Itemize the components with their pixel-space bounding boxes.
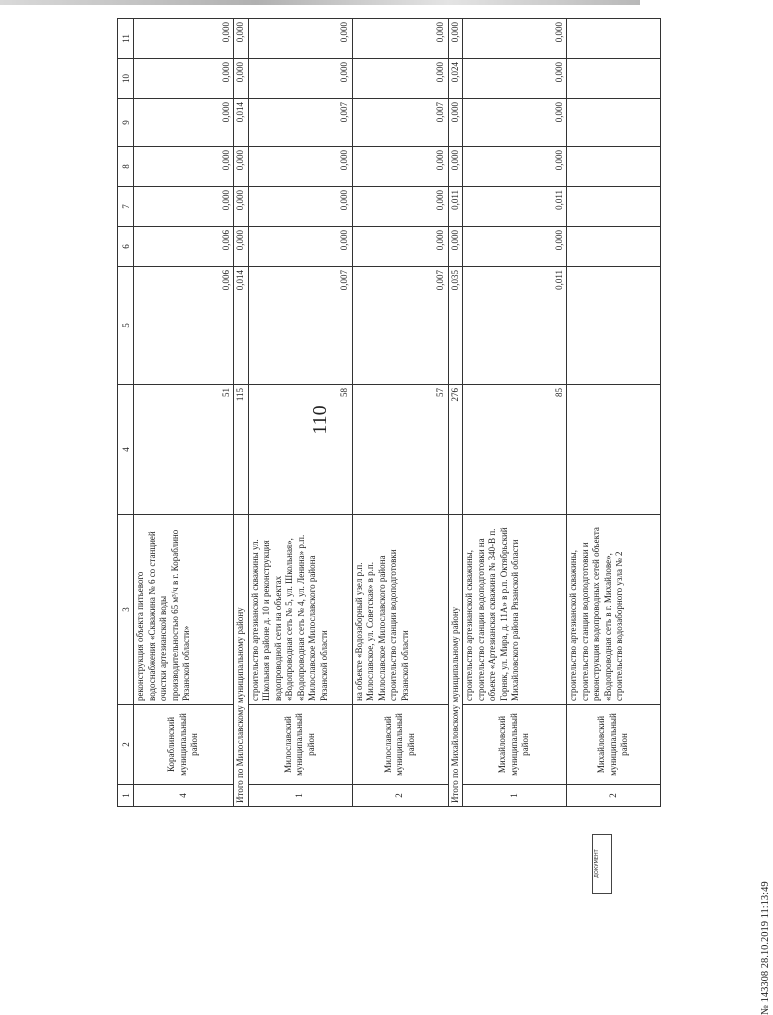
district-name: Милославский муниципальный район [248,705,352,785]
value-cell: 0,000 [448,19,463,59]
value-cell: 0,000 [134,147,234,187]
value-cell: 0,000 [463,227,567,267]
header-cell: 2 [118,705,134,785]
district-name: Кораблинский муниципальный район [134,705,234,785]
value-cell: 0,000 [248,19,352,59]
total-row [234,19,249,807]
value-cell [567,385,661,515]
header-cell: 5 [118,267,134,385]
value-cell: 0,006 [134,227,234,267]
value-cell [567,187,661,227]
value-cell: 0,000 [352,147,448,187]
scan-edge [0,0,640,5]
header-cell: 1 [118,785,134,807]
district-name: Михайловский муниципальный район [463,705,567,785]
header-row [118,19,134,807]
value-cell: 0,000 [352,19,448,59]
total-label: Итого по Михайловскому муниципальному району [448,515,463,807]
value-cell: 0,000 [448,227,463,267]
project-description: реконструкция объекта питьевого водоснабжения «Скважина № 6 со станцией очистки артезианской воды производительностью 65 м³/ч в г. Кораблино Рязанской области» [134,515,234,705]
value-cell: 0,000 [463,19,567,59]
value-cell: 0,000 [463,59,567,99]
value-cell: 0,000 [134,59,234,99]
header-cell: 7 [118,187,134,227]
value-cell: 0,000 [134,99,234,147]
district-name: Михайловский муниципальный район [567,705,661,785]
project-description: строительство артезианской скважины ул. Школьная в районе д. 10 и реконструкция водопроводной сети на объектах «Водопроводная сеть № 5, ул. Школьная», «Водопроводная сеть № 4, ул. Ленина» р.п. Милославское Милославского района Рязанской области [248,515,352,705]
value-cell: 0,000 [234,147,249,187]
table-row [134,19,234,807]
value-cell: 0,007 [248,267,352,385]
value-cell: 0,000 [248,227,352,267]
value-cell: 115 [234,385,249,515]
value-cell: 0,000 [234,187,249,227]
value-cell [567,99,661,147]
row-index: 2 [567,785,661,807]
value-cell: 0,000 [448,147,463,187]
value-cell: 0,011 [463,267,567,385]
value-cell: 0,000 [248,147,352,187]
total-row [448,19,463,807]
row-index: 2 [352,785,448,807]
value-cell [567,147,661,187]
value-cell: 0,014 [234,99,249,147]
row-index: 1 [248,785,352,807]
header-cell: 6 [118,227,134,267]
project-description: на объекте «Водозаборный узел р.п. Милославское, ул. Советская» в р.п. Милославское Милославского района строительство станции водоподготовки Рязанской области [352,515,448,705]
data-table [117,18,661,807]
value-cell: 276 [448,385,463,515]
header-cell: 3 [118,515,134,705]
value-cell [567,227,661,267]
value-cell: 0,006 [134,267,234,385]
document-stamp: ДОКУМЕНТ [592,834,612,894]
row-index: 1 [463,785,567,807]
header-cell: 4 [118,385,134,515]
value-cell: 0,000 [463,147,567,187]
row-index: 4 [134,785,234,807]
header-cell: 11 [118,19,134,59]
value-cell: 0,024 [448,59,463,99]
header-cell: 9 [118,99,134,147]
table-row [352,19,448,807]
project-description: строительство артезианской скважины, строительство станции водоподготовки на объекте «Артезианская скважина № 340-В п. Горняк, ул. Мира, д. 11А» в р.п. Октябрьский Михайловского района Рязанской области [463,515,567,705]
value-cell: 58 [248,385,352,515]
value-cell [567,59,661,99]
value-cell: 0,000 [234,59,249,99]
document-footer: № 143308 28.10.2019 11:13:49 [760,881,771,1015]
value-cell: 0,007 [352,267,448,385]
table-row [463,19,567,807]
value-cell: 0,011 [448,187,463,227]
value-cell: 0,007 [352,99,448,147]
value-cell: 0,000 [448,99,463,147]
project-description: строительство артезианской скважины, строительство станции водоподготовки и реконструкция водопроводных сетей объекта «Водопроводная сеть в г. Михайлове», строительство водозаборного узла № 2 [567,515,661,705]
value-cell: 0,000 [234,19,249,59]
value-cell: 51 [134,385,234,515]
rotated-table-page [117,19,630,807]
value-cell: 0,014 [234,267,249,385]
value-cell: 0,000 [248,187,352,227]
value-cell: 0,000 [352,187,448,227]
value-cell: 0,011 [463,187,567,227]
total-label: Итого по Милославскому муниципальному району [234,515,249,807]
value-cell: 0,007 [248,99,352,147]
value-cell [567,267,661,385]
district-name: Милославский муниципальный район [352,705,448,785]
value-cell: 0,000 [352,227,448,267]
value-cell: 57 [352,385,448,515]
value-cell [567,19,661,59]
header-cell: 8 [118,147,134,187]
header-cell: 10 [118,59,134,99]
page-number: 110 [309,405,331,435]
value-cell: 0,000 [134,187,234,227]
table-row [248,19,352,807]
value-cell: 85 [463,385,567,515]
value-cell: 0,000 [463,99,567,147]
value-cell: 0,000 [134,19,234,59]
table-row [567,19,661,807]
value-cell: 0,000 [248,59,352,99]
value-cell: 0,000 [234,227,249,267]
value-cell: 0,000 [352,59,448,99]
value-cell: 0,035 [448,267,463,385]
